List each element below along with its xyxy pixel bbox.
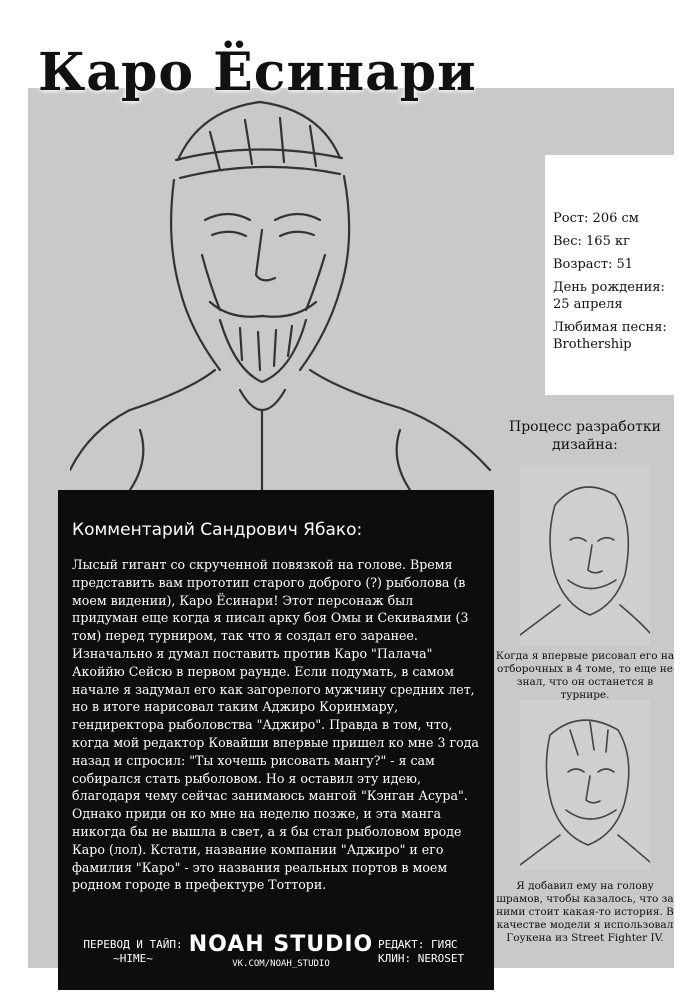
character-portrait xyxy=(70,70,540,490)
comment-title: Комментарий Сандрович Ябако: xyxy=(72,520,363,540)
page-title: Каро Ёсинари xyxy=(38,42,477,103)
stat-weight: Вес: 165 кг xyxy=(553,234,630,249)
design-sketch-2 xyxy=(520,700,650,870)
studio-logo-text: NOAH STUDIO xyxy=(188,932,374,957)
credit-editing: РЕДАКТ: ГИЯС КЛИН: NEROSET xyxy=(378,938,465,965)
design-caption-2: Я добавил ему на голову шрамов, чтобы казалось, что за ними стоит какая-то история. В качестве модели я использовал Гоукена из Street Fighter IV. xyxy=(496,880,674,944)
character-stats xyxy=(545,155,675,395)
credit-translation: ПЕРЕВОД И ТАЙП: ~HIME~ xyxy=(83,938,183,965)
studio-logo xyxy=(186,932,376,970)
author-comment-box xyxy=(58,490,494,930)
design-sketch-1 xyxy=(520,465,650,645)
comment-text: Лысый гигант со скрученной повязкой на голове. Время представить вам прототип старого доброго (?) рыболова (в моем видении), Каро Ёсинари! Этот персонаж был придуман еще когда я писал арку боя Омы и Секиваями (3 том) перед турниром, так что я создал его заранее. Изначально я думал поставить против Каро "Палача" Акоййю Сейсю в первом раунде. Если подумать, в самом начале я задумал его как загорелого мужчину средних лет, но в итоге нарисовал таким Аджиро Коринмару, гендиректора рыболовства "Аджиро". Правда в том, что, когда мой редактор Ковайши впервые пришел ко мне 3 года назад и спросил: "Ты хочешь рисовать мангу?" - я сам собирался стать рыболовом. Но я оставил эту идею, благодаря чему сейчас занимаюсь мангой "Кэнган Асура". Однако приди он ко мне на неделю позже, и эта манга никогда бы не вышла в свет, а я бы стал рыболовом вроде Каро (лол). Кстати, название компании "Аджиро" и его фамилия "Каро" - это названия реальных портов в моем родном городе в префектуре Тоттори. xyxy=(72,557,479,893)
stat-favorite-song: Любимая песня: Brothership xyxy=(553,320,667,352)
studio-url: VK.COM/NOAH_STUDIO xyxy=(232,959,330,969)
design-caption-1: Когда я впервые рисовал его на отборочных в 4 томе, то еще не знал, что он останется в турнире. xyxy=(495,650,675,701)
credits-footer xyxy=(58,930,494,990)
stat-birthday: День рождения: 25 апреля xyxy=(553,280,665,312)
design-process-label: Процесс разработки дизайна: xyxy=(509,419,661,453)
stat-age: Возраст: 51 xyxy=(553,257,634,272)
stat-height: Рост: 206 см xyxy=(553,211,639,226)
